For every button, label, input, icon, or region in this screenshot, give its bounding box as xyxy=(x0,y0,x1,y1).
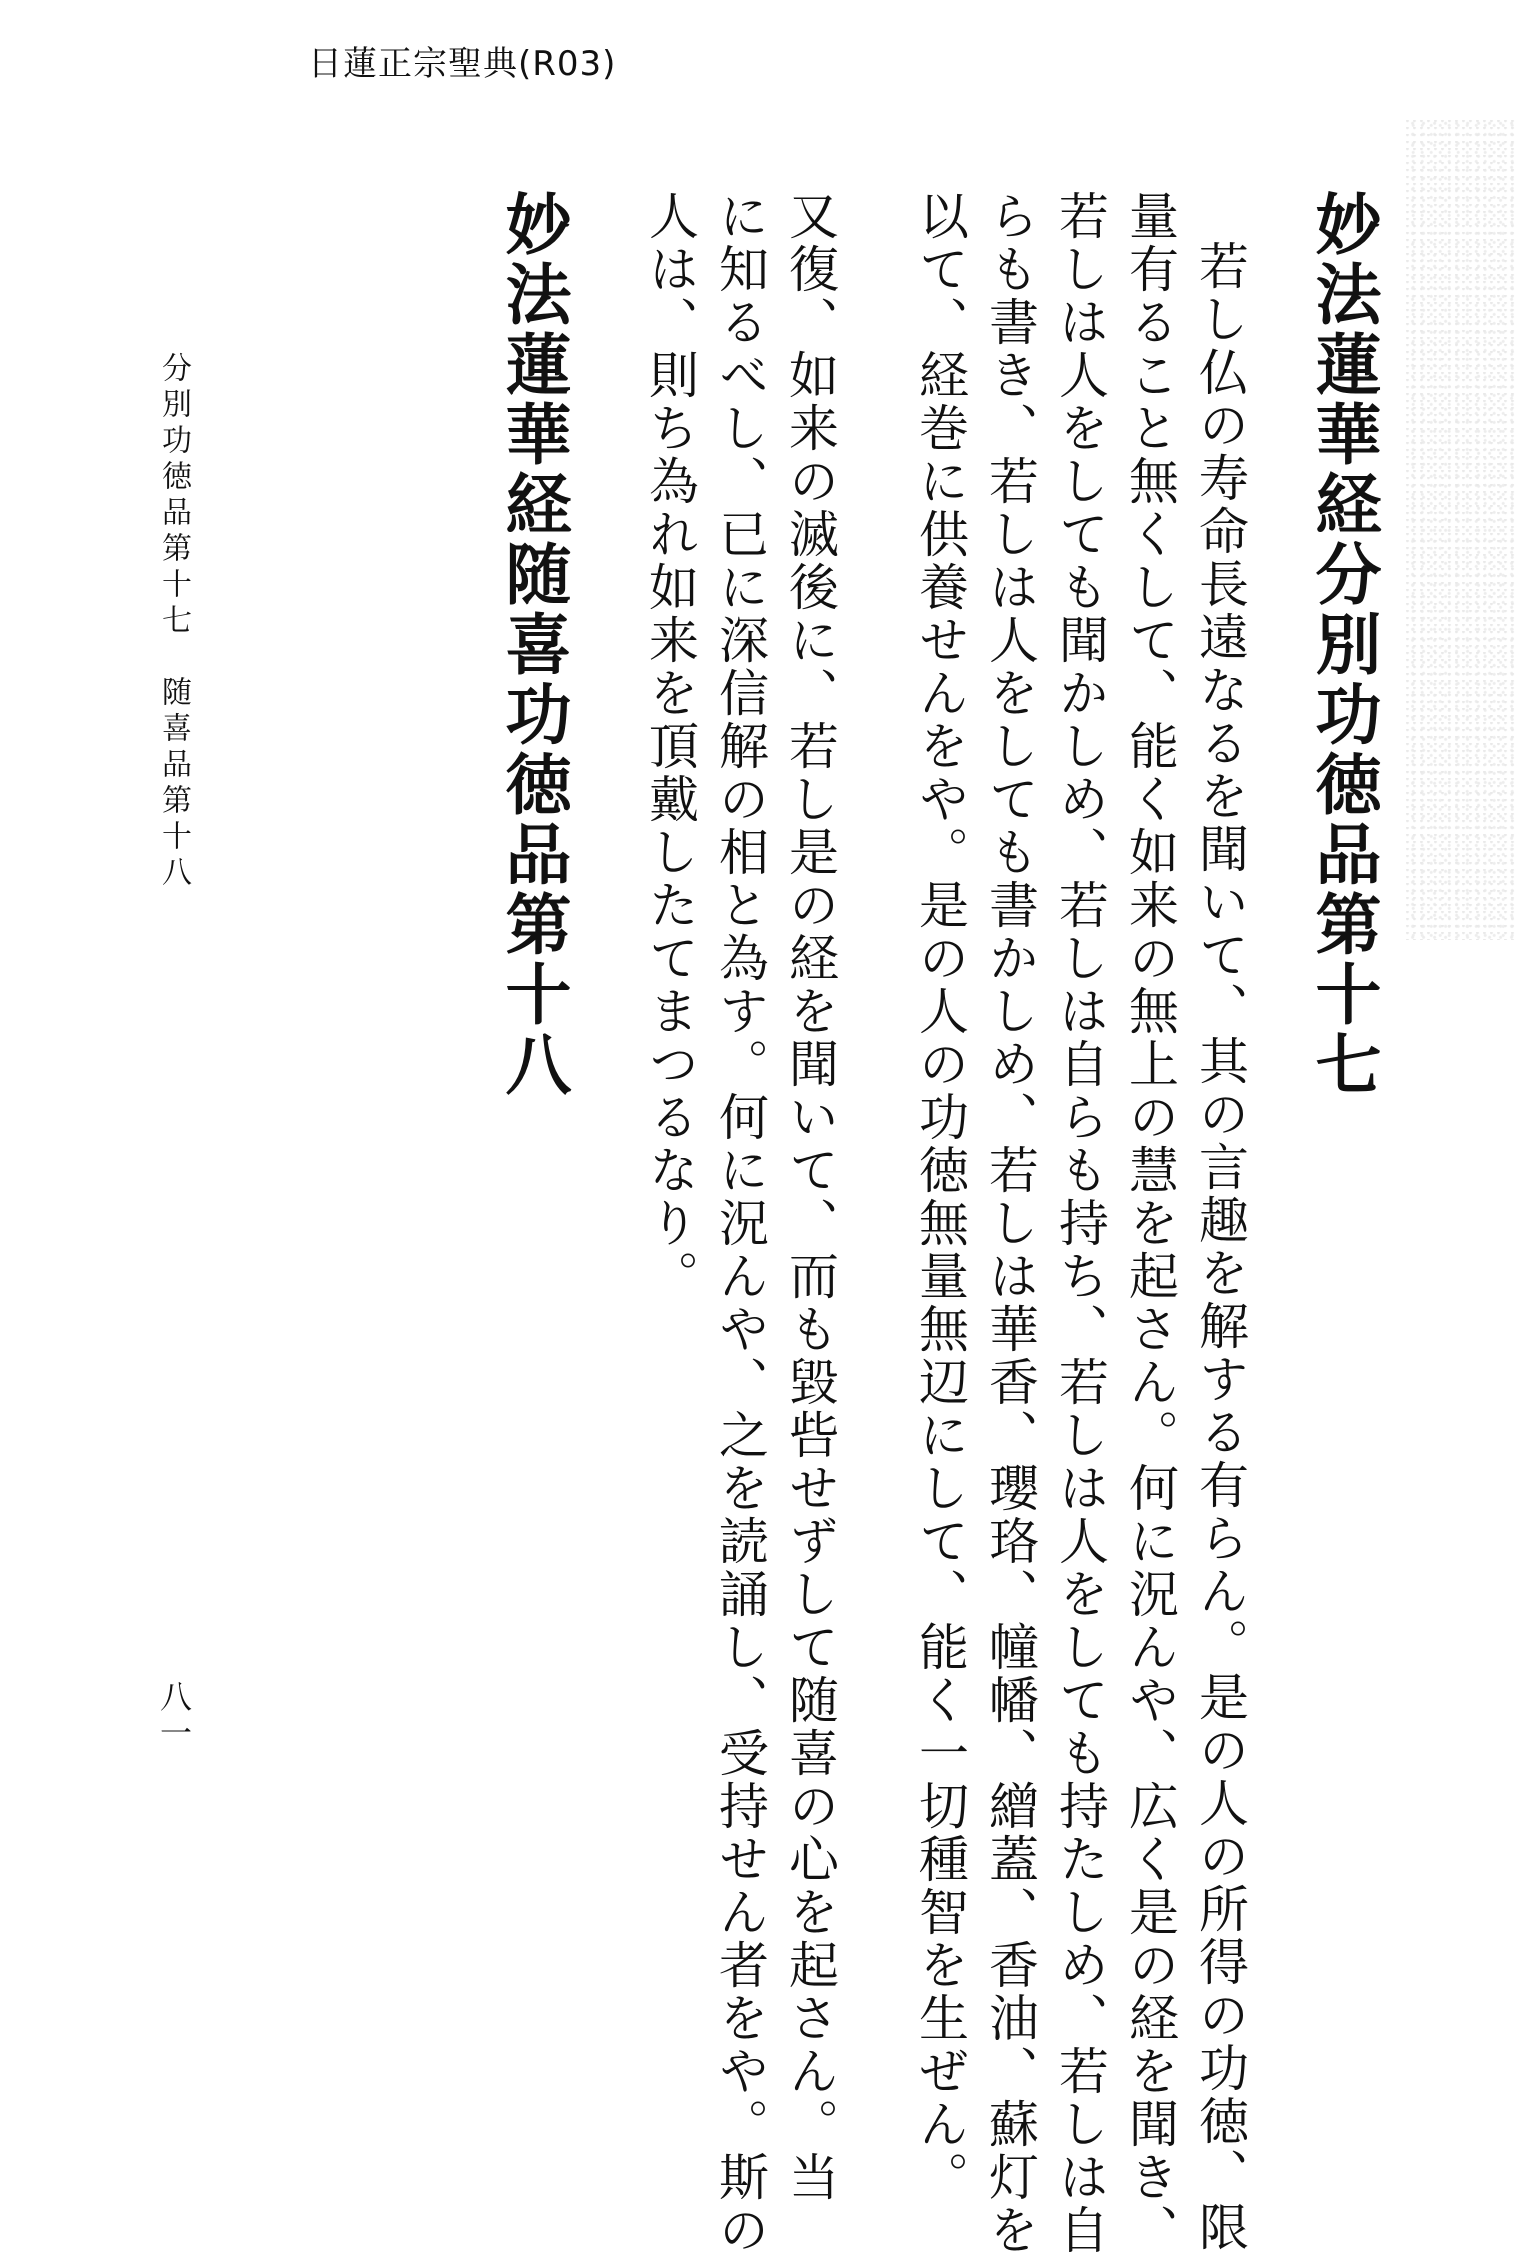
chapter-17-line-1: 若し仏の寿命長遠なるを聞いて、其の言趣を解する有らん。是の人の所得の功徳、限 xyxy=(1191,240,1249,2254)
chapter-17-line-2: 量有ること無くして、能く如来の無上の慧を起さん。何に況んや、広く是の経を聞き、 xyxy=(1121,190,1179,2257)
document-header-title: 日蓮正宗聖典(R03) xyxy=(308,44,617,84)
chapter-17-title: 妙法蓮華経分別功徳品第十七 xyxy=(1304,190,1382,1100)
chapter-17-line-3: 若しは人をしても聞かしめ、若しは自らも持ち、若しは人をしても持たしめ、若しは自 xyxy=(1051,190,1109,2257)
margin-chapter-note: 分別功徳品第十七 随喜品第十八 xyxy=(156,352,191,892)
scan-speckle-texture xyxy=(1406,120,1516,940)
page-number: 八一 xyxy=(155,1680,193,1752)
continuation-line-3: 人は、則ち為れ如来を頂戴したてまつるなり。 xyxy=(641,190,699,1303)
chapter-18-title: 妙法蓮華経随喜功徳品第十八 xyxy=(494,190,572,1100)
chapter-17-line-4: らも書き、若しは人をしても書かしめ、若しは華香、瓔珞、幢幡、繒蓋、香油、蘇灯を xyxy=(981,190,1039,2257)
continuation-line-2: に知るべし、已に深信解の相と為す。何に況んや、之を読誦し、受持せん者をや。斯の xyxy=(711,190,769,2257)
chapter-17-line-5: 以て、経巻に供養せんをや。是の人の功徳無量無辺にして、能く一切種智を生ぜん。 xyxy=(911,190,969,2204)
vertical-text-page xyxy=(290,190,1400,2257)
continuation-line-1: 又復、如来の滅後に、若し是の経を聞いて、而も毀呰せずして随喜の心を起さん。当 xyxy=(781,190,839,2204)
